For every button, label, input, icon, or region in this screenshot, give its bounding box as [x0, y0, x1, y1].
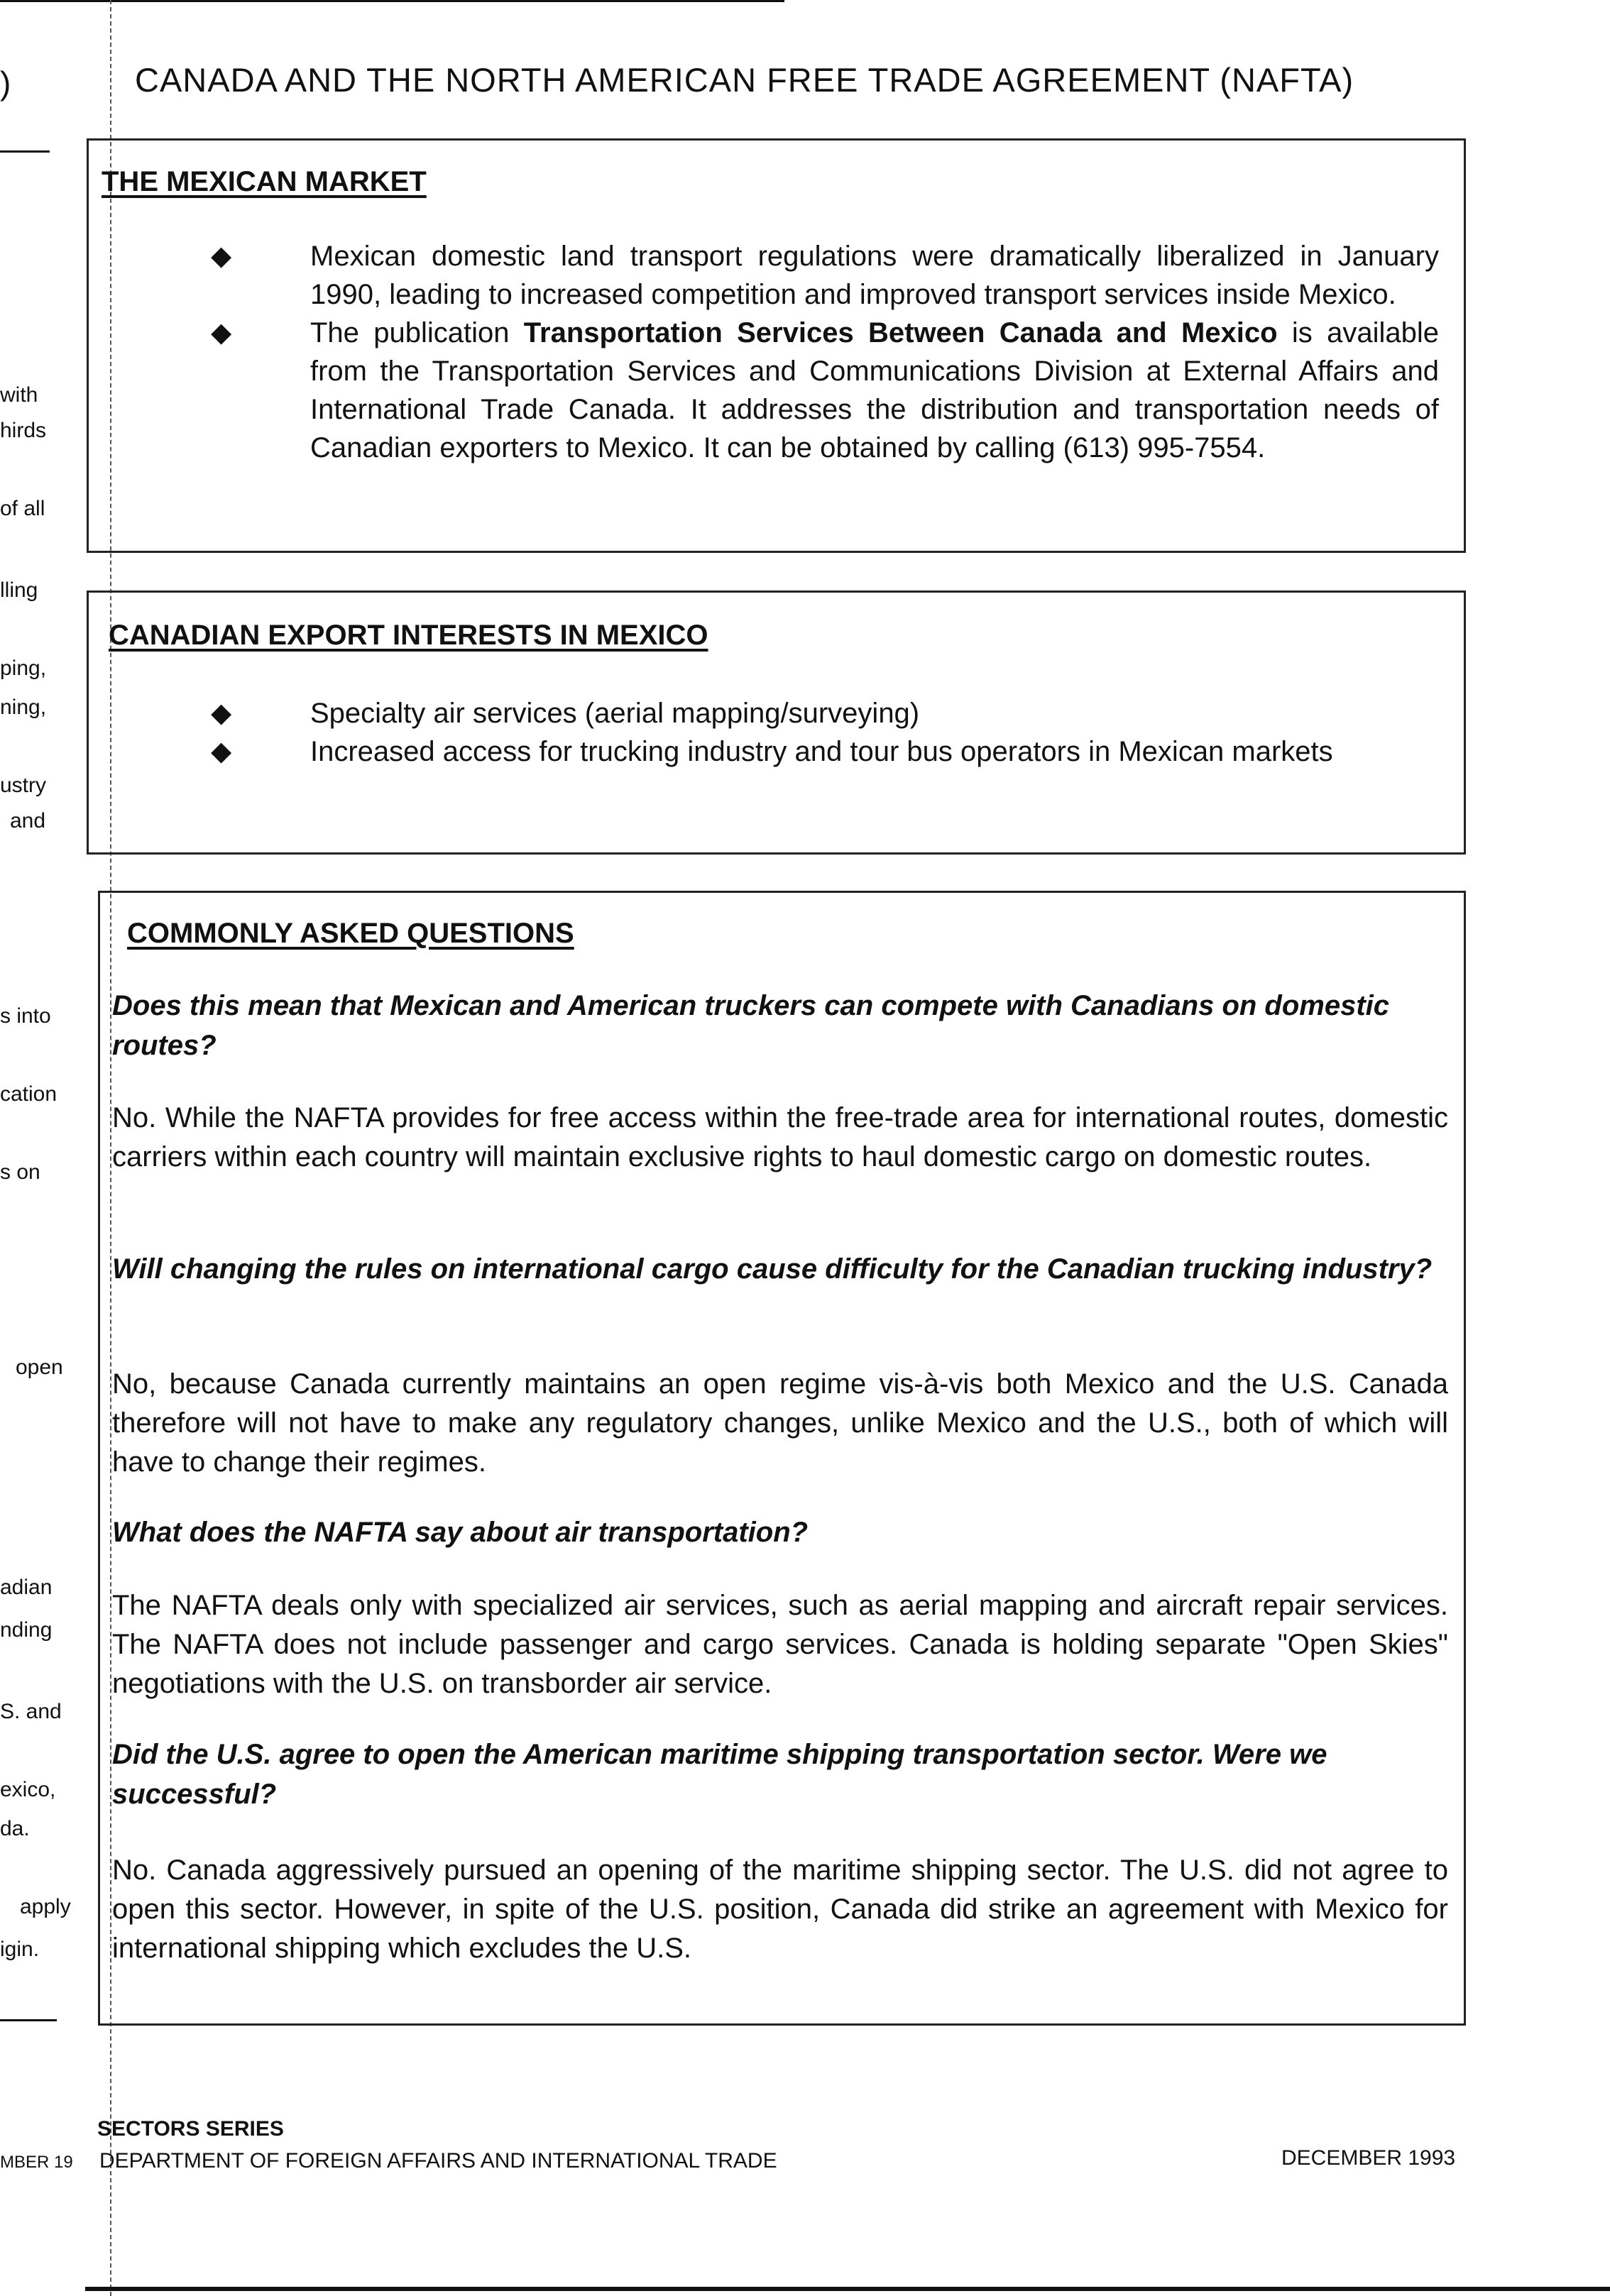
margin-fragment: nding [0, 1618, 53, 1642]
diamond-bullet-icon: ◆ [211, 698, 232, 728]
margin-fragment: igin. [0, 1938, 40, 1961]
faq-question: Did the U.S. agree to open the American maritime shipping transportation sector. Were we successful? [112, 1739, 1327, 1810]
diamond-bullet-icon: ◆ [211, 318, 232, 348]
footer-date: DECEMBER 1993 [1281, 2146, 1456, 2170]
export-interests-bullets [211, 694, 1439, 771]
margin-fragment: with [0, 383, 38, 407]
margin-fragment: apply [20, 1895, 71, 1918]
margin-fragment: hirds [0, 419, 47, 442]
bullet-text-after: is available from the Transportation Services and Communications Division at External Affairs and International Trade Canada. It addresses the distribution and transportation needs of Canadian exporters to Mexico. It can be obtained by calling (613) 995-7554. [310, 317, 1439, 463]
publication-title: Transportation Services Between Canada and Mexico [523, 317, 1278, 348]
bottom-rule [85, 2287, 1610, 2291]
bullet-text: Increased access for trucking industry and tour bus operators in Mexican markets [310, 736, 1333, 767]
margin-fragment: cation [0, 1082, 58, 1106]
faq-answer: No, because Canada currently maintains an open regime vis-à-vis both Mexico and the U.S. Canada therefore will not have to make any regulatory changes, unlike Mexico and the U.S., both of which will have to change their regimes. [112, 1368, 1448, 1478]
diamond-bullet-icon: ◆ [211, 241, 232, 271]
margin-fragment: exico, [0, 1778, 56, 1801]
diamond-bullet-icon: ◆ [211, 737, 232, 767]
export-interests-title: CANADIAN EXPORT INTERESTS IN MEXICO [109, 620, 708, 651]
margin-fragment: da. [0, 1817, 30, 1840]
margin-fragment: and [10, 809, 46, 833]
left-panel-bottom-rule [0, 2019, 57, 2021]
bullet-text-before: The publication [310, 317, 524, 348]
bullet-text: Specialty air services (aerial mapping/surveying) [310, 698, 920, 729]
faq-question: Does this mean that Mexican and American truckers can compete with Canadians on domestic routes? [112, 990, 1390, 1061]
margin-fragment: ustry [0, 774, 47, 797]
bullet-text [310, 314, 1439, 467]
mexican-market-box [87, 138, 1466, 553]
list-item [211, 314, 1439, 467]
faq-answer: No. Canada aggressively pursued an opening of the maritime shipping sector. The U.S. did not agree to open this sector. However, in spite of the U.S. position, Canada did strike an agreement with Mexico for international shipping which excludes the U.S. [112, 1855, 1448, 1964]
margin-fragment: s into [0, 1004, 51, 1028]
footer-series: SECTORS SERIES [97, 2117, 284, 2141]
faq-box [98, 891, 1466, 2026]
faq-question: Will changing the rules on international cargo cause difficulty for the Canadian trucking industry? [112, 1253, 1433, 1285]
margin-fragment: adian [0, 1576, 53, 1599]
faq-answer: No. While the NAFTA provides for free access within the free-trade area for international routes, domestic carriers within each country will maintain exclusive rights to haul domestic cargo on domestic routes. [112, 1102, 1448, 1172]
margin-fragment: ning, [0, 696, 47, 719]
bullet-text: Mexican domestic land transport regulations were dramatically liberalized in January 1990, leading to increased competition and improved transport services inside Mexico. [310, 241, 1439, 310]
list-item [211, 694, 1439, 732]
export-interests-box [87, 591, 1466, 855]
header-left-fragment: ) [0, 65, 11, 101]
margin-fragment: open [16, 1356, 63, 1379]
mexican-market-title: THE MEXICAN MARKET [102, 166, 427, 197]
list-item [211, 237, 1439, 314]
mexican-market-bullets [211, 237, 1439, 467]
list-item [211, 732, 1439, 771]
top-rule [0, 0, 784, 2]
faq-title: COMMONLY ASKED QUESTIONS [127, 918, 574, 949]
margin-fragment: ping, [0, 657, 47, 680]
faq-answer: The NAFTA deals only with specialized air services, such as aerial mapping and aircraft repair services. The NAFTA does not include passenger and cargo services. Canada is holding separate "Open Skies" negotiations with the U.S. on transborder air service. [112, 1590, 1448, 1699]
margin-fragment: MBER 19 [0, 2153, 73, 2172]
margin-fragment: of all [0, 497, 45, 520]
page-title: CANADA AND THE NORTH AMERICAN FREE TRADE AGREEMENT (NAFTA) [135, 61, 1354, 99]
footer-department: DEPARTMENT OF FOREIGN AFFAIRS AND INTERNATIONAL TRADE [99, 2149, 777, 2173]
margin-fragment: lling [0, 578, 38, 602]
faq-question: What does the NAFTA say about air transportation? [112, 1517, 809, 1548]
left-panel-top-rule [0, 150, 50, 153]
margin-fragment: S. and [0, 1700, 62, 1723]
margin-fragment: s on [0, 1160, 40, 1184]
